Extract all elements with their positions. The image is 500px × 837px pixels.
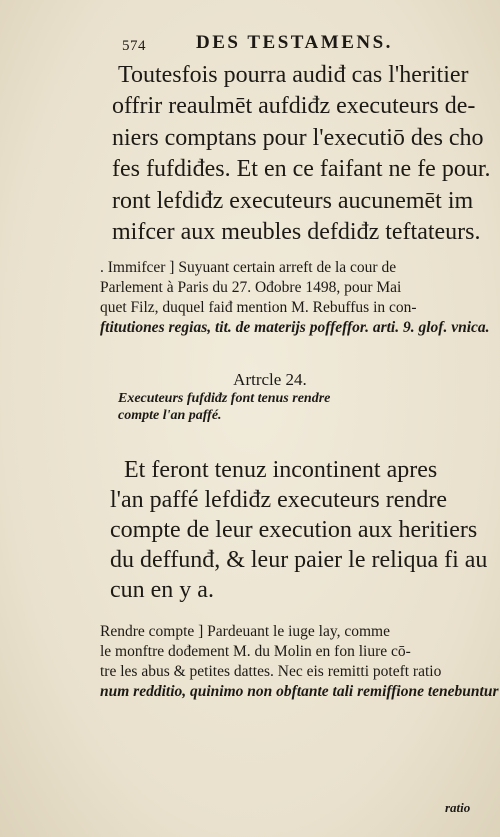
note-line: ftitutiones regias, tit. de materijs poffeffor. arti. 9. glof. vnica. [100, 319, 490, 336]
note-line: num redditio, quinimo non obftante tali remiffione tenebuntur [100, 683, 499, 700]
note-line: Rendre compte ] Pardeuant le iuge lay, comme [100, 623, 390, 640]
text-line: mifcer aux meubles defdiđz teftateurs. [112, 219, 481, 246]
commentary-note-immiscer [100, 258, 490, 338]
article-summary [118, 390, 458, 424]
page-number: 574 [122, 38, 146, 54]
text-line: Toutesfois pourra audiđ cas l'heritier [118, 62, 469, 88]
article-heading: Artrcle 24. [233, 370, 307, 389]
summary-line: Executeurs fufdiđz font tenus rendre [118, 391, 331, 406]
article-paragraph [110, 455, 495, 605]
note-line: . Immifcer ] Suyuant certain arreft de la cour de [100, 259, 397, 276]
running-head [0, 32, 500, 56]
text-line: offrir reaulmēt aufdiđz executeurs de- [112, 93, 476, 120]
text-line: cun en y a. [110, 577, 214, 603]
note-line: le monftre dođement M. du Molin en fon liure cō- [100, 643, 411, 660]
text-line: l'an paffé lefdiđz executeurs rendre [110, 487, 448, 513]
text-line: Et feront tenuz incontinent apres [124, 457, 438, 483]
text-line: ront lefdiđz executeurs aucunemēt im [112, 187, 474, 214]
commentary-note-rendre-compte [100, 622, 499, 702]
note-line: Parlement à Paris du 27. Ođobre 1498, pour Mai [100, 279, 402, 296]
running-title: DES TESTAMENS. [196, 32, 393, 53]
text-line: du deffunđ, & leur paier le reliqua fi au [110, 547, 488, 573]
summary-line: compte l'an paffé. [118, 408, 222, 423]
text-line: niers comptans pour l'executiō des cho [112, 124, 484, 151]
catchword: ratio [445, 800, 471, 815]
text-line: compte de leur execution aux heritiers [110, 517, 478, 543]
text-line: fes fufdiđes. Et en ce faifant ne fe pour. [112, 156, 491, 183]
main-paragraph [112, 60, 490, 248]
note-line: quet Filz, duquel faiđ mention M. Rebuffus in con- [100, 299, 417, 316]
note-line: tre les abus & petites dattes. Nec eis remitti poteft ratio [100, 663, 442, 680]
